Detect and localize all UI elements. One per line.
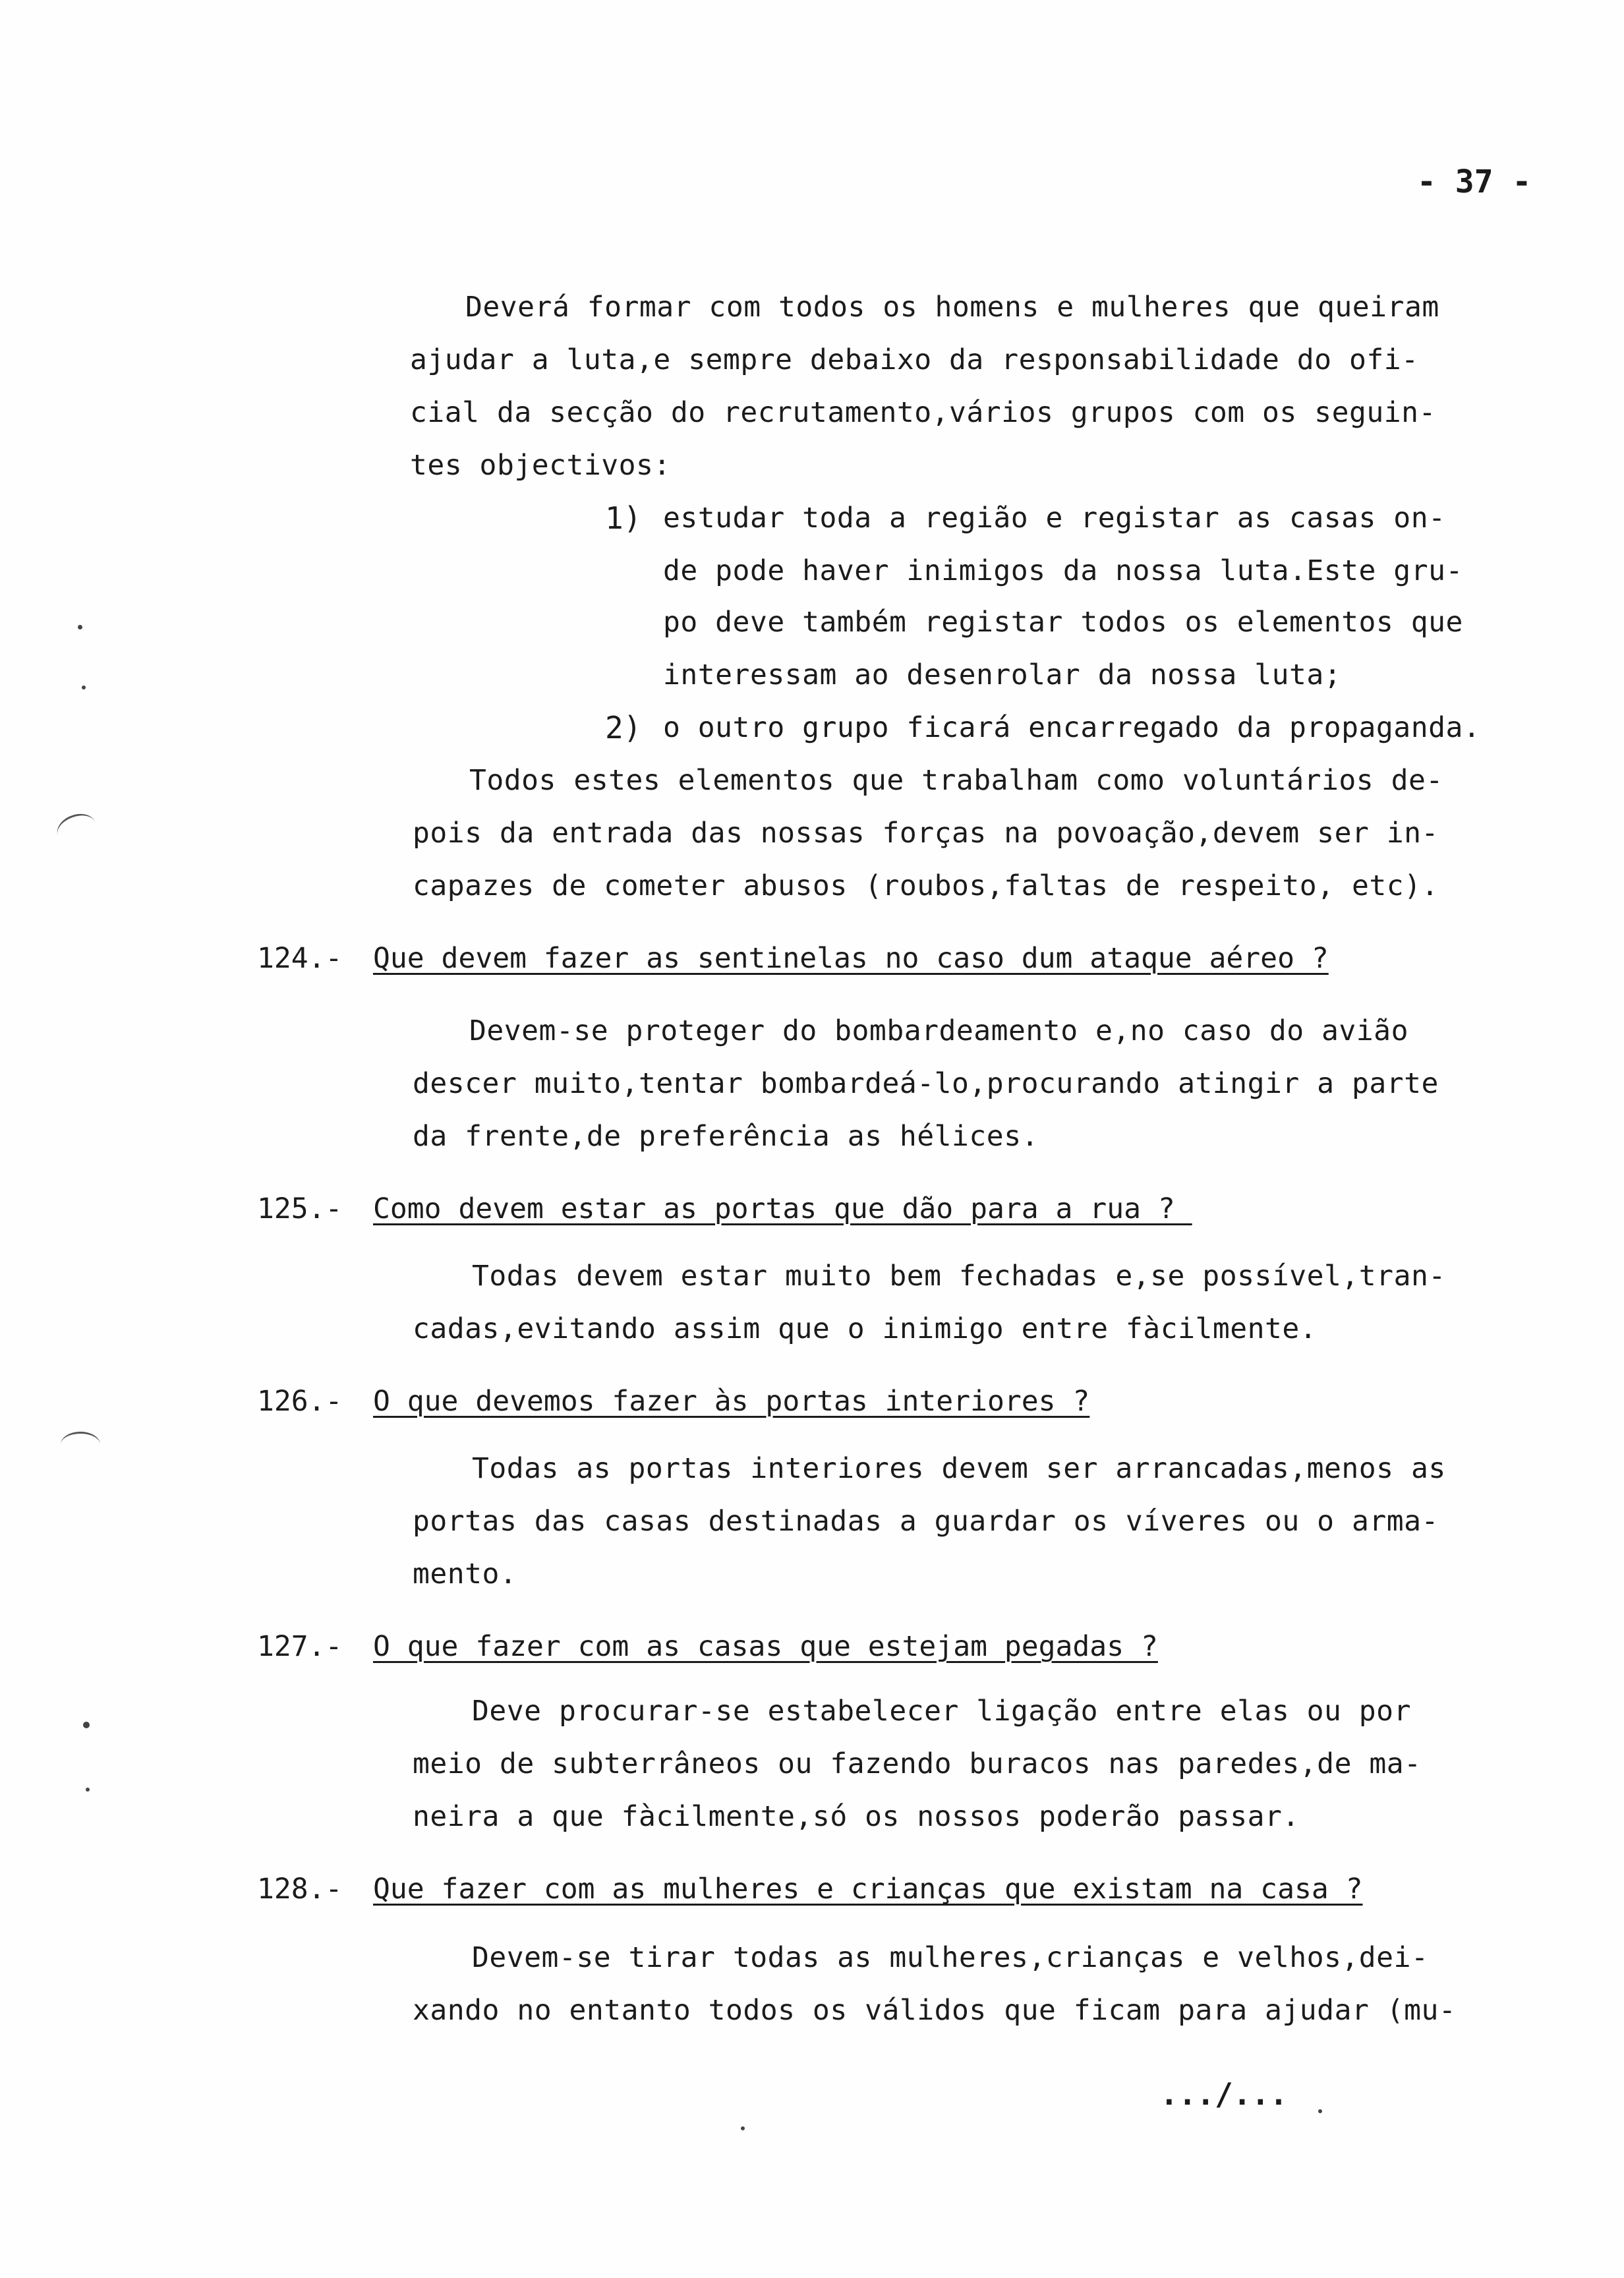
intro-line: Deverá formar com todos os homens e mulheres que queiram	[465, 291, 1439, 324]
question-number: 126.-	[257, 1385, 343, 1418]
intro-closing-line: Todos estes elementos que trabalham como voluntários de-	[469, 764, 1443, 797]
question-heading: O que devemos fazer às portas interiores ?	[373, 1385, 1090, 1418]
intro-line: tes objectivos:	[410, 449, 671, 482]
answer-line: Todas devem estar muito bem fechadas e,se possível,tran-	[472, 1260, 1446, 1293]
list-item-line: po deve também registar todos os elementos que	[663, 606, 1463, 639]
scan-arc	[61, 1432, 100, 1457]
question-number: 125.-	[257, 1192, 343, 1225]
scan-arc	[53, 809, 100, 849]
page-number: - 37 -	[1417, 163, 1532, 200]
question-number: 127.-	[257, 1630, 343, 1663]
answer-line: da frente,de preferência as hélices.	[413, 1120, 1039, 1153]
answer-line: meio de subterrâneos ou fazendo buracos nas paredes,de ma-	[413, 1747, 1422, 1780]
question-heading: Como devem estar as portas que dão para a rua ?	[373, 1192, 1192, 1225]
intro-closing-line: capazes de cometer abusos (roubos,faltas de respeito, etc).	[413, 869, 1439, 902]
intro-line: ajudar a luta,e sempre debaixo da responsabilidade do ofi-	[410, 343, 1419, 376]
answer-line: portas das casas destinadas a guardar os víveres ou o arma-	[413, 1505, 1439, 1538]
answer-line: mento.	[413, 1558, 517, 1591]
intro-line: cial da secção do recrutamento,vários grupos com os seguin-	[410, 396, 1436, 429]
scan-speck	[741, 2126, 745, 2130]
answer-line: cadas,evitando assim que o inimigo entre fàcilmente.	[413, 1312, 1318, 1345]
list-item-line: interessam ao desenrolar da nossa luta;	[663, 658, 1342, 691]
question-heading: Que fazer com as mulheres e crianças que existam na casa ?	[373, 1873, 1363, 1906]
question-heading: Que devem fazer as sentinelas no caso dum ataque aéreo ?	[373, 942, 1329, 975]
scan-speck	[83, 1722, 90, 1728]
list-item-line: de pode haver inimigos da nossa luta.Este gru-	[663, 554, 1463, 587]
question-number: 128.-	[257, 1873, 343, 1906]
scan-speck	[1318, 2109, 1322, 2113]
list-item-line: o outro grupo ficará encarregado da propaganda.	[663, 711, 1481, 744]
list-marker: 1)	[605, 500, 642, 536]
list-item-line: estudar toda a região e registar as casas on-	[663, 502, 1446, 535]
question-heading: O que fazer com as casas que estejam pegadas ?	[373, 1630, 1158, 1663]
answer-line: Todas as portas interiores devem ser arrancadas,menos as	[472, 1452, 1446, 1485]
list-marker: 2)	[605, 710, 642, 745]
question-number: 124.-	[257, 942, 343, 975]
scan-speck	[86, 1788, 90, 1792]
intro-closing-line: pois da entrada das nossas forças na povoação,devem ser in-	[413, 817, 1439, 850]
answer-line: neira a que fàcilmente,só os nossos poderão passar.	[413, 1800, 1300, 1833]
answer-line: Devem-se tirar todas as mulheres,crianças e velhos,dei-	[472, 1941, 1429, 1974]
answer-line: Devem-se proteger do bombardeamento e,no caso do avião	[469, 1014, 1408, 1047]
scan-speck	[82, 686, 86, 689]
continuation-mark: .../...	[1160, 2076, 1288, 2112]
scan-speck	[78, 625, 82, 629]
answer-line: descer muito,tentar bombardeá-lo,procurando atingir a parte	[413, 1067, 1439, 1100]
answer-line: Deve procurar-se estabelecer ligação entre elas ou por	[472, 1695, 1411, 1728]
answer-line: xando no entanto todos os válidos que ficam para ajudar (mu-	[413, 1994, 1457, 2027]
